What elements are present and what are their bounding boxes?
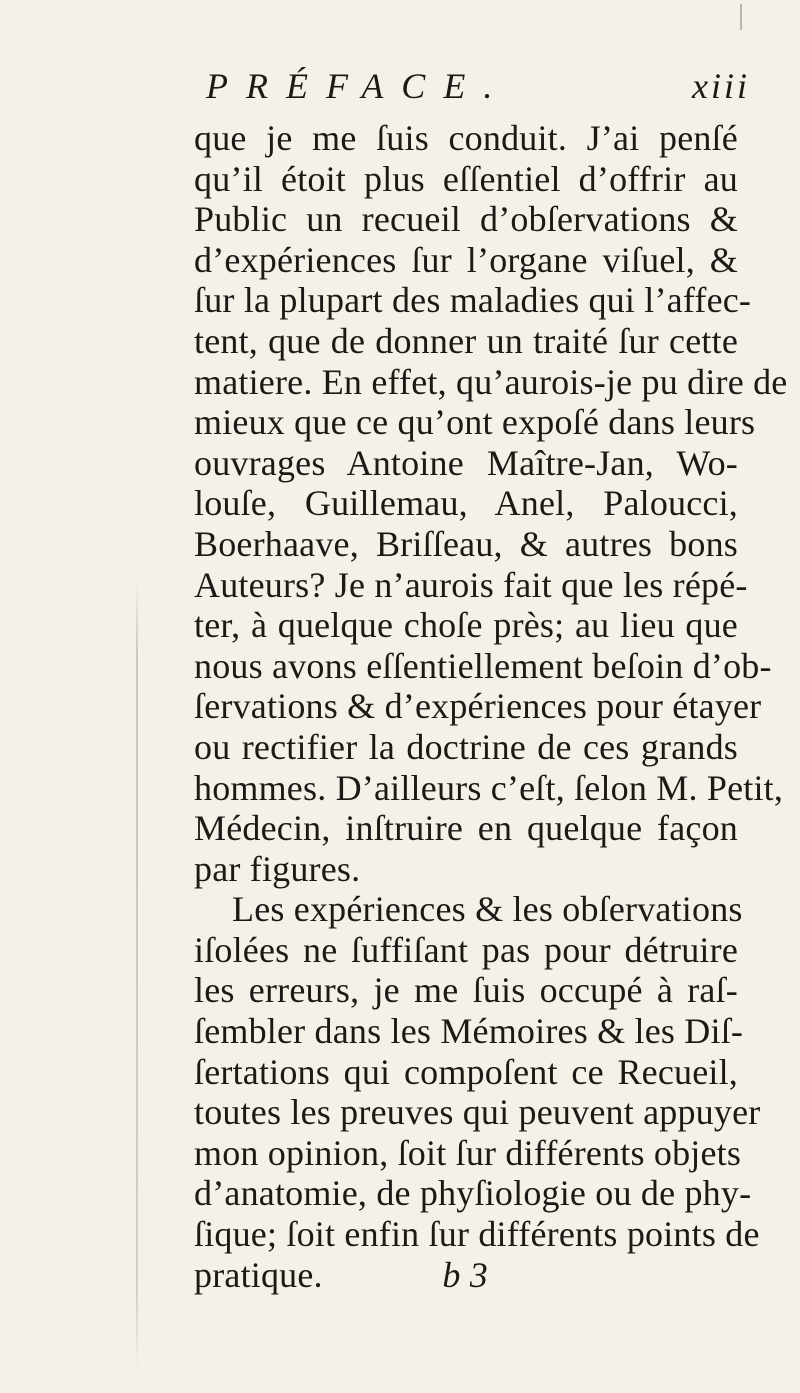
text-line: nous avons eſſentiellement beſoin d’ob- (194, 645, 772, 686)
margin-mark (740, 4, 742, 30)
text-line: ſique; ſoit enfin ſur différents points de (194, 1214, 760, 1255)
text-line: par figures. (194, 848, 361, 889)
text-line: Les expériences & les obſervations (232, 889, 743, 930)
text-line: Public un recueil d’obſervations & (194, 199, 738, 240)
text-line: ouvrages Antoine Maître-Jan, Wo- (194, 442, 738, 483)
text-line: hommes. D’ailleurs c’eſt, ſelon M. Petit, (194, 767, 784, 808)
text-line: ou rectifier la doctrine de ces grands (194, 726, 738, 767)
text-line: d’expériences ſur l’organe viſuel, & (194, 239, 738, 280)
body-text (194, 118, 788, 1295)
text-line: ſembler dans les Mémoires & les Diſ- (194, 1011, 744, 1052)
text-line: toutes les preuves qui peuvent appuyer (194, 1092, 761, 1133)
text-line: que je me ſuis conduit. J’ai penſé (194, 118, 738, 158)
text-line: louſe, Guillemau, Anel, Paloucci, (194, 483, 738, 524)
text-line: pratique. (194, 1254, 323, 1295)
final-line (194, 1255, 738, 1296)
text-line: tent, que de donner un traité ſur cette (194, 320, 738, 361)
text-line: matiere. En effet, qu’aurois-je pu dire de (194, 361, 788, 402)
text-line: d’anatomie, de phyſiologie ou de phy- (194, 1173, 752, 1214)
text-line: qu’il étoit plus eſſentiel d’offrir au (194, 158, 738, 199)
running-title: PRÉFACE. (206, 66, 511, 106)
page-number: xiii (692, 66, 750, 106)
text-line: Auteurs? Je n’aurois fait que les répé- (194, 564, 748, 605)
text-line: ſervations & d’expériences pour étayer (194, 686, 762, 727)
text-line: ter, à quelque choſe près; au lieu que (194, 605, 738, 646)
text-line: les erreurs, je me ſuis occupé à raſ- (194, 970, 738, 1011)
text-line: ſur la plupart des maladies qui l’affec- (194, 280, 752, 321)
text-line: ſertations qui compoſent ce Recueil, (194, 1051, 738, 1092)
text-line: Boerhaave, Briſſeau, & autres bons (194, 523, 738, 564)
text-line: Médecin, inſtruire en quelque façon (194, 808, 738, 849)
text-line: iſolées ne ſuffiſant pas pour détruire (194, 929, 738, 970)
binding-shadow (136, 580, 138, 1370)
text-line: mieux que ce qu’ont expoſé dans leurs (194, 402, 756, 443)
text-line: mon opinion, ſoit ſur différents objets (194, 1132, 742, 1173)
signature-mark: b 3 (442, 1254, 488, 1295)
page-header (194, 66, 750, 106)
